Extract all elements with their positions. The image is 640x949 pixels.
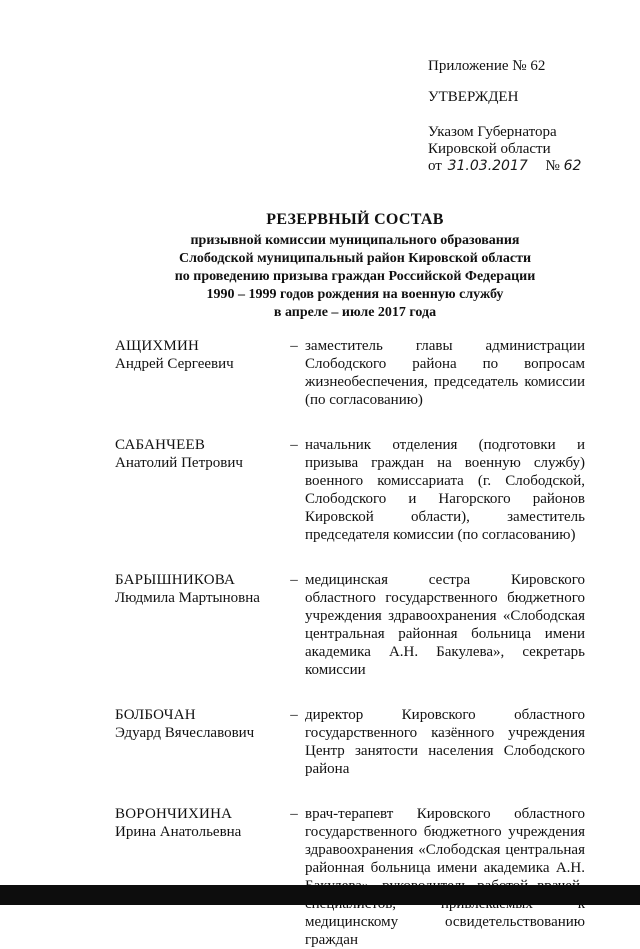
member-given-names: Анатолий Петрович	[115, 455, 243, 471]
member-dash: –	[290, 806, 298, 822]
date-prefix: от	[428, 158, 442, 174]
member-dash: –	[290, 707, 298, 723]
member-entry	[115, 436, 590, 544]
member-role: врач-терапевт Кировского областного государственного бюджетного учреждения здравоохранения «Слободская центральная районная больница имени академика А.Н. медицинскому освидетельствованию граждан	[305, 806, 585, 948]
heading-title: РЕЗЕРВНЫЙ СОСТАВ	[266, 211, 444, 228]
heading-line: призывной комиссии муниципального образования	[190, 233, 520, 248]
member-role: начальник отделения (подготовки и призыва граждан на военную службу) военного комиссариата (г. Слободской, Слободского и Нагорского районов Кировской области), заместитель председателя комиссии (по согласованию)	[305, 437, 585, 543]
member-role: заместитель главы администрации Слободского района по вопросам жизнеобеспечения, председатель комиссии (по согласованию)	[305, 338, 585, 408]
member-entry	[115, 571, 590, 679]
member-name	[115, 805, 283, 949]
decree-date-line	[428, 158, 628, 175]
member-name	[115, 436, 283, 544]
document-heading	[120, 210, 590, 322]
member-role: директор Кировского областного государственного казённого учреждения Центр занятости населения Слободского района	[305, 707, 585, 777]
approved-label: УТВЕРЖДЕН	[428, 89, 519, 105]
member-dash: –	[290, 338, 298, 354]
member-entry	[115, 337, 590, 409]
member-dash: –	[290, 437, 298, 453]
decree-line-1: Указом Губернатора	[428, 124, 557, 140]
member-surname: БАРЫШНИКОВА	[115, 572, 236, 588]
heading-line: по проведению призыва граждан Российской Федерации	[174, 269, 536, 284]
member-given-names: Людмила Мартыновна	[115, 590, 260, 606]
member-given-names: Эдуард Вячеславович	[115, 725, 255, 741]
member-surname: БОЛБОЧАН	[115, 707, 196, 723]
member-name	[115, 571, 283, 679]
scan-edge-bar	[0, 885, 640, 905]
heading-line: Слободской муниципальный район Кировской области	[178, 251, 532, 266]
heading-line: в апреле – июле 2017 года	[273, 305, 437, 320]
member-given-names: Андрей Сергеевич	[115, 356, 234, 372]
handwritten-date: 31.03.2017	[447, 158, 528, 174]
member-name	[115, 337, 283, 409]
handwritten-number: 62	[563, 158, 582, 174]
approval-block	[428, 58, 628, 175]
members-list	[115, 337, 590, 949]
member-name	[115, 706, 283, 778]
member-surname: АЩИХМИН	[115, 338, 200, 354]
member-surname: САБАНЧЕЕВ	[115, 437, 206, 453]
member-given-names: Ирина Анатольевна	[115, 824, 242, 840]
heading-line: 1990 – 1999 годов рождения на военную службу	[206, 287, 504, 302]
member-dash: –	[290, 572, 298, 588]
number-prefix: №	[545, 158, 560, 174]
appendix-number: Приложение № 62	[428, 58, 546, 74]
member-role: медицинская сестра Кировского областного государственного бюджетного учреждения здравоохранения «Слободская центральная районная больница имени академика А.Н. Бакулева», секретарь комиссии	[305, 572, 585, 678]
member-entry	[115, 805, 590, 949]
decree-line-2: Кировской области	[428, 141, 551, 157]
member-entry	[115, 706, 590, 778]
member-surname: ВОРОНЧИХИНА	[115, 806, 233, 822]
